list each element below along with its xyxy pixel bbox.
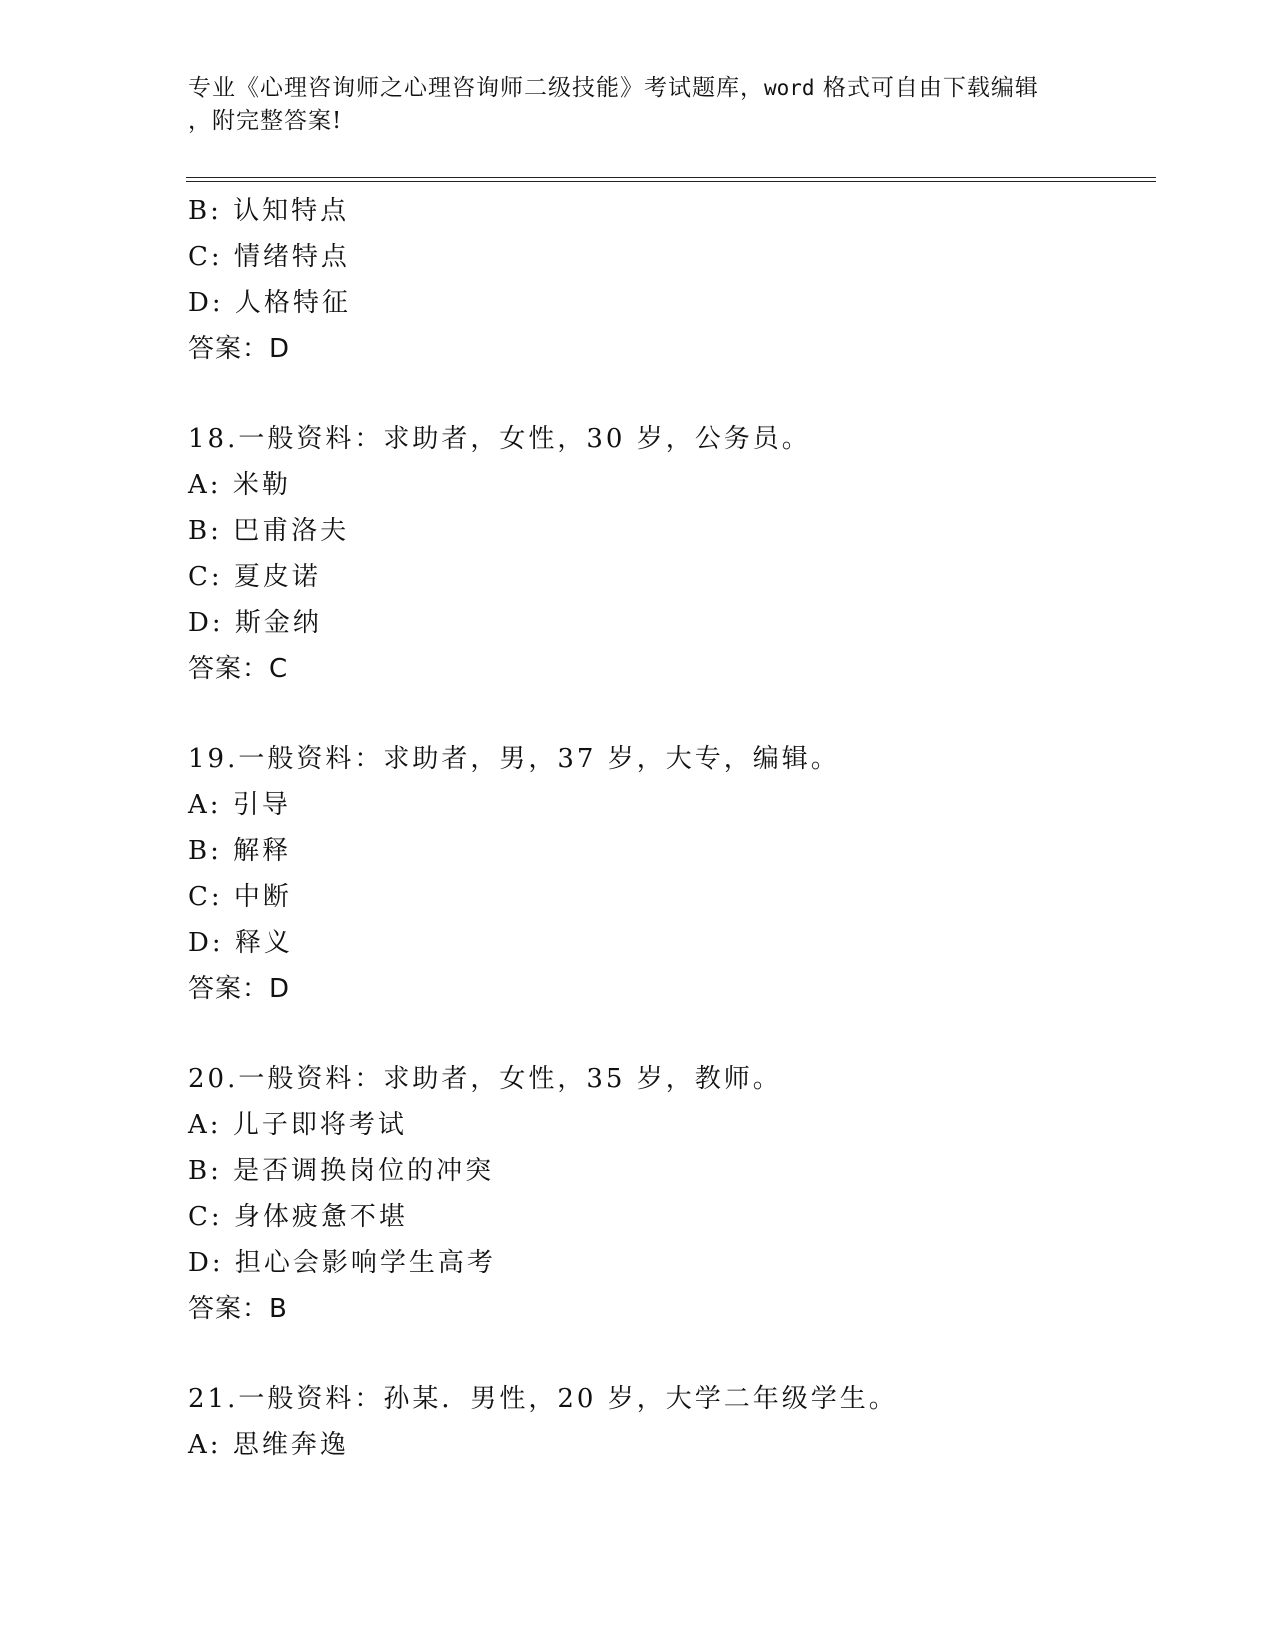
spacer	[188, 1012, 1148, 1056]
option-text: 米勒	[232, 470, 291, 500]
option-text: 担心会影响学生高考	[234, 1248, 496, 1278]
option-letter: C:	[188, 562, 223, 592]
spacer	[188, 1332, 1148, 1376]
answer-line: 答案：B	[188, 1294, 288, 1324]
question-text: 一般资料：孙某．男性，20 岁，大学二年级学生。	[238, 1384, 898, 1414]
question-19	[188, 736, 1148, 1012]
option-line	[188, 508, 1148, 554]
option-text: 人格特征	[234, 288, 351, 318]
option-text: 巴甫洛夫	[233, 516, 350, 546]
question-stem	[188, 1376, 1148, 1422]
answer-line: 答案：C	[188, 654, 289, 684]
question-number: 21.	[188, 1384, 239, 1414]
question-text: 一般资料：求助者，女性，30 岁，公务员。	[238, 424, 811, 454]
question-number: 20.	[188, 1064, 239, 1094]
option-line	[188, 280, 1148, 326]
option-letter: B:	[188, 516, 222, 546]
question-text: 一般资料：求助者，女性，35 岁，教师。	[238, 1064, 782, 1094]
option-line	[188, 920, 1148, 966]
option-letter: A:	[188, 1110, 222, 1140]
question-stem	[188, 736, 1148, 782]
option-text: 中断	[233, 882, 292, 912]
option-letter: C:	[188, 1202, 223, 1232]
question-number: 18.	[188, 424, 239, 454]
option-text: 身体疲惫不堪	[233, 1202, 408, 1232]
option-letter: D:	[188, 928, 224, 958]
option-line	[188, 1194, 1148, 1240]
question-stem	[188, 416, 1148, 462]
option-line	[188, 1102, 1148, 1148]
option-letter: D:	[188, 288, 224, 318]
header-line-2: ，附完整答案!	[188, 108, 343, 134]
option-text: 情绪特点	[233, 242, 350, 272]
header-title-post: 格式可自由下载编辑	[814, 75, 1039, 101]
question-list	[188, 188, 1148, 1468]
option-line	[188, 188, 1148, 234]
option-text: 认知特点	[233, 196, 350, 226]
header-divider	[186, 177, 1156, 182]
option-line	[188, 554, 1148, 600]
option-letter: C:	[188, 882, 223, 912]
answer-line: 答案：D	[188, 334, 291, 364]
spacer	[188, 372, 1148, 416]
option-letter: B:	[188, 836, 222, 866]
option-line	[188, 234, 1148, 280]
option-line	[188, 1240, 1148, 1286]
header-title-pre: 专业《心理咨询师之心理咨询师二级技能》考试题库，	[188, 75, 764, 101]
option-line	[188, 1422, 1148, 1468]
question-number: 19.	[188, 744, 239, 774]
option-line	[188, 600, 1148, 646]
option-letter: D:	[188, 608, 224, 638]
option-letter: D:	[188, 1248, 224, 1278]
option-text: 释义	[234, 928, 293, 958]
option-letter: A:	[188, 470, 222, 500]
option-line	[188, 462, 1148, 508]
option-text: 夏皮诺	[233, 562, 321, 592]
option-line	[188, 782, 1148, 828]
option-letter: A:	[188, 1430, 222, 1460]
question-fragment	[188, 188, 1148, 372]
question-text: 一般资料：求助者，男，37 岁，大专，编辑。	[238, 744, 840, 774]
option-text: 思维奔逸	[232, 1430, 349, 1460]
option-text: 解释	[233, 836, 292, 866]
document-header	[188, 72, 1088, 138]
option-letter: A:	[188, 790, 222, 820]
option-line	[188, 874, 1148, 920]
option-line	[188, 828, 1148, 874]
question-20	[188, 1056, 1148, 1332]
option-letter: B:	[188, 196, 222, 226]
option-text: 引导	[232, 790, 291, 820]
answer-line: 答案：D	[188, 974, 291, 1004]
spacer	[188, 692, 1148, 736]
option-line	[188, 1148, 1148, 1194]
question-18	[188, 416, 1148, 692]
question-21	[188, 1376, 1148, 1468]
option-letter: B:	[188, 1156, 222, 1186]
header-line-1	[188, 72, 1088, 105]
option-letter: C:	[188, 242, 223, 272]
option-text: 儿子即将考试	[232, 1110, 407, 1140]
header-title-word: word	[764, 76, 815, 100]
option-text: 斯金纳	[234, 608, 322, 638]
question-stem	[188, 1056, 1148, 1102]
option-text: 是否调换岗位的冲突	[233, 1156, 495, 1186]
